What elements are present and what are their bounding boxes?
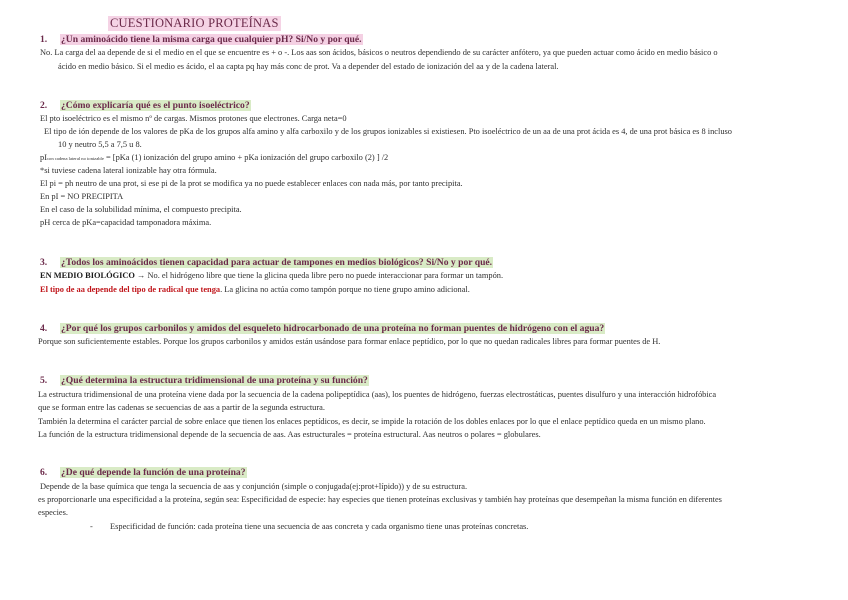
question-number: 3. bbox=[40, 257, 48, 268]
formula-subscript: con cadena lateral no ionizable bbox=[46, 156, 104, 161]
answer-3-red-text: El tipo de aa depende del tipo de radical que tenga bbox=[40, 285, 221, 294]
answer-6-line-4: Especificidad de función: cada proteína tiene una secuencia de aas concreta y cada organismo tiene unas proteínas concretas. bbox=[110, 522, 529, 531]
answer-4-line-1: Porque son suficientemente estables. Porque los grupos carbonilos y amidos están usándose para formar enlace peptídico, por lo que no quedan radicales libres para formar puentes de H. bbox=[38, 337, 661, 346]
answer-3-emphasis: EN MEDIO BIOLÓGICO bbox=[40, 271, 135, 280]
question-4-heading bbox=[40, 323, 605, 334]
question-2-heading bbox=[40, 100, 251, 111]
answer-6-line-3: especies. bbox=[38, 508, 68, 517]
question-1-heading bbox=[40, 34, 363, 45]
question-5-heading bbox=[40, 375, 369, 386]
answer-2-line-6: El pi = ph neutro de una prot, si ese pi de la prot se modifica ya no puede establecer enlaces con nada más, por tanto precipita. bbox=[40, 179, 463, 188]
answer-2-line-3: 10 y neutro 5,5 a 7,5 u 8. bbox=[58, 140, 142, 149]
answer-3-line-1 bbox=[40, 270, 503, 282]
answer-2-formula bbox=[40, 152, 388, 165]
answer-3-text: . La glicina no actúa como tampón porque no tiene grupo amino adicional. bbox=[220, 285, 470, 294]
question-number: 4. bbox=[40, 323, 48, 334]
question-text: ¿Cómo explicaría qué es el punto isoeléctrico? bbox=[61, 100, 250, 111]
answer-3-line-2 bbox=[40, 284, 470, 296]
bullet-dash-icon: - bbox=[90, 522, 93, 531]
answer-2-line-2: El tipo de ión depende de los valores de pKa de los grupos alfa amino y alfa carboxilo y de los grupos ionizables si existiesen. Pto isoeléctrico de un aa de una prot ácida es 4, de una prot básica es 8 incluso bbox=[44, 127, 732, 136]
answer-5-line-4: La función de la estructura tridimensional depende de la secuencia de aas. Aas estructurales = proteína estructural. Aas neutros o polares = globulares. bbox=[38, 430, 541, 439]
formula-body: = [pKa (1) ionización del grupo amino + pKa ionización del grupo carboxilo (2) ] /2 bbox=[103, 153, 389, 162]
answer-6-line-2: es proporcionarle una especificidad a la proteína, según sea: Especificidad de especie: hay especies que tienen proteínas exclusivas y también hay proteínas que desempeñan la misma función en diferentes bbox=[38, 495, 722, 504]
question-number: 5. bbox=[40, 375, 48, 386]
answer-2-line-7: En pI = NO PRECIPITA bbox=[40, 192, 124, 201]
answer-2-line-1: El pto isoeléctrico es el mismo nº de cargas. Mismos protones que electrones. Carga neta=0 bbox=[40, 114, 347, 123]
question-number: 6. bbox=[40, 467, 48, 478]
question-text: ¿Todos los aminoácidos tienen capacidad para actuar de tampones en medios biológicos? Si/No y por qué. bbox=[61, 257, 493, 268]
question-text: ¿De qué depende la función de una proteína? bbox=[61, 467, 246, 478]
question-number: 1. bbox=[40, 34, 48, 45]
answer-2-line-9: pH cerca de pKa=capacidad tamponadora máxima. bbox=[40, 218, 212, 227]
answer-1-line-1: No. La carga del aa depende de si el medio en el que se encuentre es + o -. Los aas son ácidos, básicos o neutros dependiendo de su carácter anfótero, ya que pueden actuar como ácido en medio básico o bbox=[40, 48, 718, 57]
question-text: ¿Un aminoácido tiene la misma carga que cualquier pH? Si/No y por qué. bbox=[61, 34, 362, 45]
question-3-heading bbox=[40, 257, 493, 268]
answer-2-line-8: En el caso de la solubilidad mínima, el compuesto precipita. bbox=[40, 205, 242, 214]
answer-1-line-2: ácido en medio básico. Si el medio es ácido, el aa capta pq hay más conc de prot. Va a depender del estado de ionización del aa y de la cadena lateral. bbox=[58, 62, 559, 71]
question-text: ¿Por qué los grupos carbonilos y amidos del esqueleto hidrocarbonado de una proteína no forman puentes de hidrógeno con el agua? bbox=[61, 323, 605, 334]
answer-3-text: No. el hidrógeno libre que tiene la glicina queda libre pero no puede interaccionar para formar un tampón. bbox=[147, 271, 504, 280]
answer-6-line-1: Depende de la base química que tenga la secuencia de aas y conjunción (simple o conjugada(ej:prot+lípido)) y de su estructura. bbox=[40, 482, 468, 491]
bullet-list-item bbox=[90, 521, 528, 533]
document-title: CUESTIONARIO PROTEÍNAS bbox=[110, 16, 279, 30]
question-6-heading bbox=[40, 467, 247, 478]
formula-pi: pI bbox=[40, 153, 47, 162]
answer-5-line-1: La estructura tridimensional de una proteína viene dada por la secuencia de la cadena polipeptídica (aas), los puentes de hidrógeno, fuerzas electrostáticas, puentes disulfuro y una interacción hidrofóbica bbox=[38, 390, 717, 399]
question-text: ¿Qué determina la estructura tridimensional de una proteína y su función? bbox=[61, 375, 368, 386]
answer-5-line-3: También la determina el carácter parcial de sobre enlace que tienen los enlaces peptídicos, es decir, se impide la rotación de los dobles enlaces por lo que el enlace peptídico queda en un mismo plano. bbox=[38, 417, 706, 426]
answer-2-line-5: *si tuviese cadena lateral ionizable hay otra fórmula. bbox=[40, 166, 217, 175]
arrow-icon: → bbox=[134, 271, 148, 280]
question-number: 2. bbox=[40, 100, 48, 111]
answer-5-line-2: que se forman entre las cadenas se secuencias de aas a partir de la segunda estructura. bbox=[38, 403, 325, 412]
